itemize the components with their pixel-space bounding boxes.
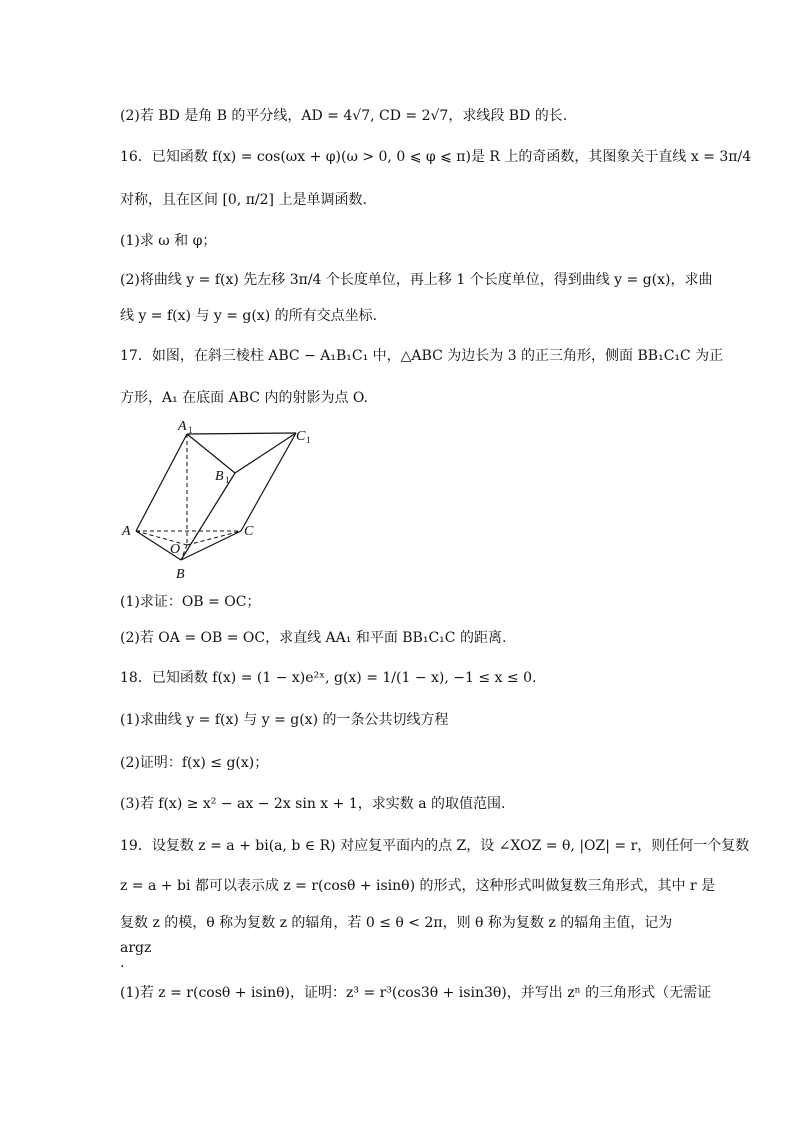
edge-A1-C1 — [187, 433, 296, 434]
text-line-q16-cont: 对称，且在区间 [0, π/2] 上是单调函数. — [120, 192, 367, 208]
label-A1-sub: 1 — [188, 425, 193, 435]
text-line-q16-2: (2)将曲线 y = f(x) 先左移 3π/4 个长度单位，再上移 1 个长度单位，得到曲线 y = g(x)，求曲 — [120, 272, 713, 288]
edge-A1-B1 — [187, 434, 235, 473]
text-line-q19: 19．设复数 z = a + bi(a, b ∈ R) 对应复平面内的点 Z，设 ∠XOZ = θ, |OZ| = r，则任何一个复数 — [120, 838, 750, 854]
label-B1-sub: 1 — [225, 475, 230, 485]
text-line-q17-cont: 方形，A₁ 在底面 ABC 内的射影为点 O. — [120, 390, 369, 406]
text-line-q16-2-cont: 线 y = f(x) 与 y = g(x) 的所有交点坐标. — [120, 308, 378, 324]
text-line-q15-2: (2)若 BD 是角 B 的平分线，AD = 4√7, CD = 2√7，求线段 BD 的长. — [120, 108, 568, 124]
text-line-q19-b: 复数 z 的模，θ 称为复数 z 的辐角，若 0 ≤ θ < 2π，则 θ 称为复数 z 的辐角主值，记为 — [120, 915, 673, 931]
text-line-q17-1: (1)求证：OB = OC； — [120, 594, 261, 610]
text-line-q17-2: (2)若 OA = OB = OC，求直线 AA₁ 和平面 BB₁C₁C 的距离. — [120, 630, 507, 646]
label-O: O — [170, 542, 181, 557]
text-line-q18-2: (2)证明：f(x) ≤ g(x)； — [120, 755, 269, 771]
text-line-q18-1: (1)求曲线 y = f(x) 与 y = g(x) 的一条公共切线方程 — [120, 712, 449, 728]
text-line-q18: 18．已知函数 f(x) = (1 − x)e²ˣ, g(x) = 1/(1 − x), −1 ≤ x ≤ 0. — [120, 670, 537, 686]
label-C: C — [244, 524, 254, 539]
text-line-q19-a: z = a + bi 都可以表示成 z = r(cosθ + isinθ) 的形式，这种形式叫做复数三角形式，其中 r 是 — [120, 878, 716, 894]
label-C1: C — [296, 429, 306, 444]
text-line-q16-1: (1)求 ω 和 φ； — [120, 233, 217, 249]
text-line-q19-1: (1)若 z = r(cosθ + isinθ)，证明：z³ = r³(cos3θ + isin3θ)，并写出 zⁿ 的三角形式（无需证 — [120, 985, 712, 1001]
text-line-q16: 16．已知函数 f(x) = cos(ωx + φ)(ω > 0, 0 ⩽ φ ⩽ π)是 R 上的奇函数，其图象关于直线 x = 3π/4 — [120, 149, 752, 165]
label-A1: A — [178, 419, 187, 434]
edge-A-A1 — [136, 434, 187, 531]
prism-figure — [118, 418, 328, 584]
text-line-q18-3: (3)若 f(x) ≥ x² − ax − 2x sin x + 1，求实数 a 的取值范围. — [120, 796, 506, 812]
figure-edges — [136, 433, 296, 560]
text-line-q19-d: . — [120, 955, 125, 971]
label-A: A — [122, 524, 131, 539]
text-line-q19-c: argz — [120, 940, 152, 956]
text-line-q17: 17．如图，在斜三棱柱 ABC − A₁B₁C₁ 中，△ABC 为边长为 3 的正三角形，侧面 BB₁C₁C 为正 — [120, 348, 724, 364]
edge-B1-C1 — [235, 433, 296, 473]
edge-C-C1 — [241, 433, 296, 531]
label-C1-sub: 1 — [306, 435, 311, 445]
label-B1: B — [215, 469, 224, 484]
label-B: B — [176, 567, 185, 582]
